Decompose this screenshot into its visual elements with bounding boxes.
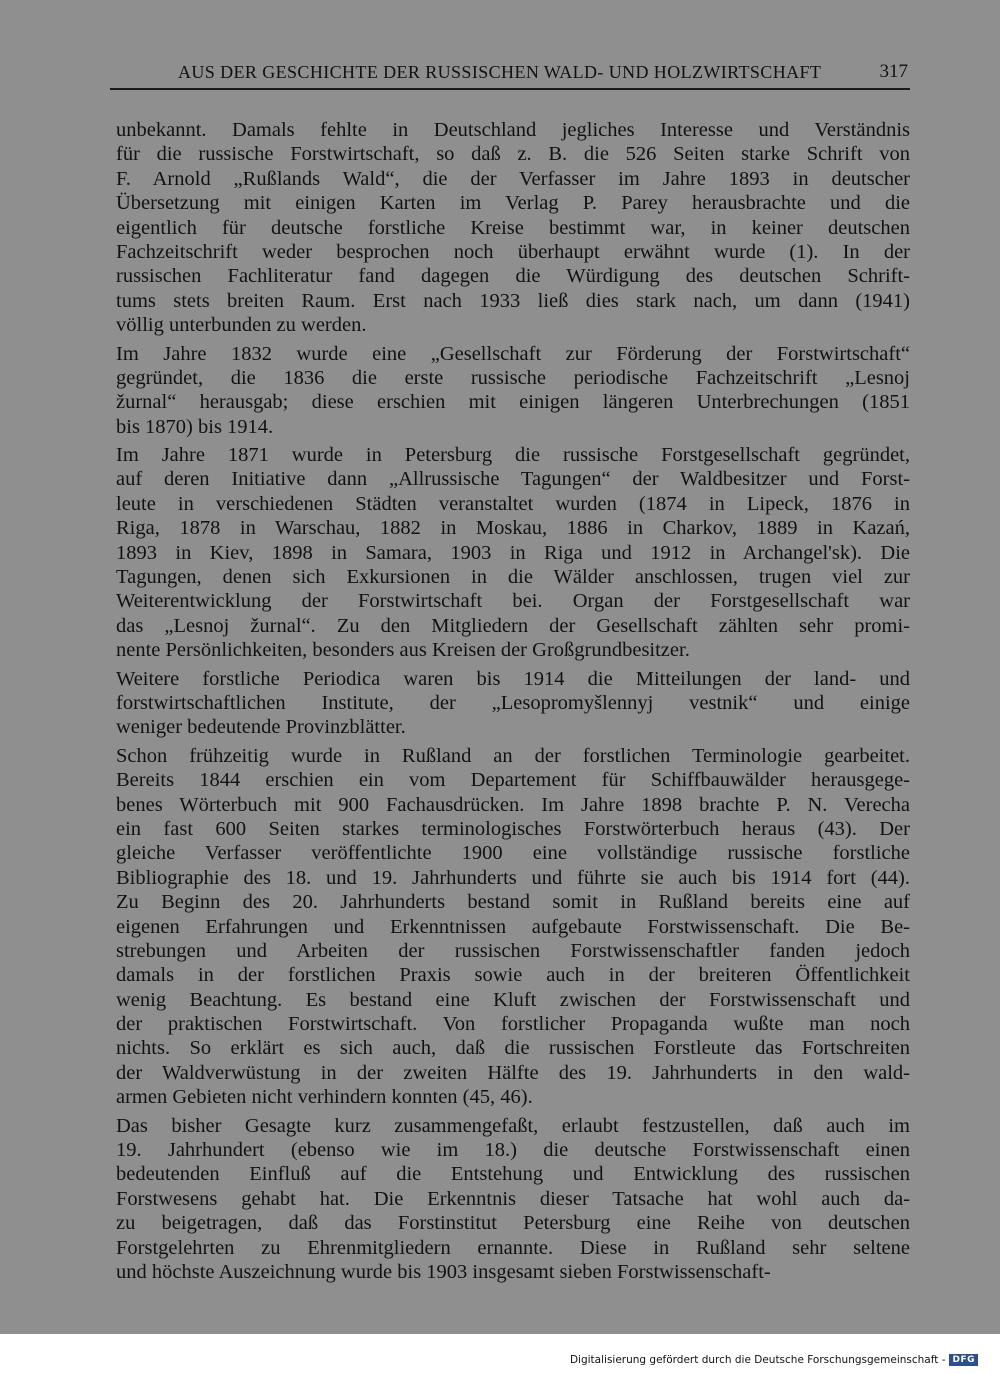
text-line: Riga, 1878 in Warschau, 1882 in Moskau, 1886 in Charkov, 1889 in Kazań,	[116, 517, 910, 540]
body-text	[116, 118, 910, 1284]
text-line: wenig Beachtung. Es bestand eine Kluft zwischen der Forstwissenschaft und	[116, 988, 910, 1011]
text-line: F. Arnold „Rußlands Wald“, die der Verfasser im Jahre 1893 in deutscher	[116, 167, 910, 190]
text-line: zu beigetragen, daß das Forstinstitut Petersburg eine Reihe von deutschen	[116, 1212, 910, 1235]
text-line: Forstwesens gehabt hat. Die Erkenntnis dieser Tatsache hat wohl auch da-	[116, 1187, 910, 1210]
text-line: nichts. So erklärt es sich auch, daß die russischen Forstleute das Fortschreiten	[116, 1037, 910, 1060]
text-line: ein fast 600 Seiten starkes terminologisches Forstwörterbuch heraus (43). Der	[116, 817, 910, 840]
text-line: Fachzeitschrift weder besprochen noch überhaupt erwähnt wurde (1). In der	[116, 240, 910, 263]
text-line: auf deren Initiative dann „Allrussische Tagungen“ der Waldbesitzer und Forst-	[116, 468, 910, 491]
text-line: 19. Jahrhundert (ebenso wie im 18.) die deutsche Forstwissenschaft einen	[116, 1139, 910, 1162]
text-line: Weitere forstliche Periodica waren bis 1914 die Mitteilungen der land- und	[116, 667, 910, 690]
text-line: der Waldverwüstung in der zweiten Hälfte des 19. Jahrhunderts in den wald-	[116, 1061, 910, 1084]
paragraph	[116, 118, 910, 338]
text-line: Übersetzung mit einigen Karten im Verlag P. Parey herausbrachte und die	[116, 192, 910, 215]
text-line: gleiche Verfasser veröffentlichte 1900 eine vollständige russische forstliche	[116, 842, 910, 865]
text-line: žurnal“ herausgab; diese erschien mit einigen längeren Unterbrechungen (1851	[116, 391, 910, 414]
text-line: Bibliographie des 18. und 19. Jahrhunderts und führte sie auch bis 1914 fort (44).	[116, 866, 910, 889]
paragraph	[116, 744, 910, 1110]
text-line: Weiterentwicklung der Forstwirtschaft bei. Organ der Forstgesellschaft war	[116, 590, 910, 613]
text-line: Forstgelehrten zu Ehrenmitgliedern ernannte. Diese in Rußland sehr seltene	[116, 1236, 910, 1259]
text-line: armen Gebieten nicht verhindern konnten (45, 46).	[116, 1086, 533, 1109]
text-line: völlig unterbunden zu werden.	[116, 314, 367, 337]
running-header	[110, 60, 910, 90]
text-line: für die russische Forstwirtschaft, so daß z. B. die 526 Seiten starke Schrift von	[116, 143, 910, 166]
text-line: bis 1870) bis 1914.	[116, 415, 274, 438]
paragraph	[116, 342, 910, 440]
text-line: Im Jahre 1871 wurde in Petersburg die russische Forstgesellschaft gegründet,	[116, 444, 910, 467]
paragraph	[116, 443, 910, 663]
text-line: unbekannt. Damals fehlte in Deutschland jegliches Interesse und Verständnis	[116, 119, 910, 141]
text-line: eigentlich für deutsche forstliche Kreise bestimmt war, in keiner deutschen	[116, 216, 910, 239]
text-line: Bereits 1844 erschien ein vom Departement für Schiffbauwälder herausgege-	[116, 769, 910, 792]
text-line: gegründet, die 1836 die erste russische periodische Fachzeitschrift „Lesnoj	[116, 366, 910, 389]
text-line: Zu Beginn des 20. Jahrhunderts bestand somit in Rußland bereits eine auf	[116, 891, 910, 914]
text-line: Das bisher Gesagte kurz zusammengefaßt, erlaubt festzustellen, daß auch im	[116, 1114, 910, 1137]
text-line: und höchste Auszeichnung wurde bis 1903 insgesamt sieben Forstwissenschaft-	[116, 1260, 771, 1283]
text-line: Im Jahre 1832 wurde eine „Gesellschaft zur Förderung der Forstwirtschaft“	[116, 342, 910, 365]
running-title: AUS DER GESCHICHTE DER RUSSISCHEN WALD- UND HOLZWIRTSCHAFT	[178, 62, 822, 82]
text-line: tums stets breiten Raum. Erst nach 1933 ließ dies stark nach, um dann (1941)	[116, 289, 910, 312]
text-line: Tagungen, denen sich Exkursionen in die Wälder anschlossen, trugen viel zur	[116, 566, 910, 589]
paragraph	[116, 667, 910, 740]
dfg-logo: DFG	[949, 1354, 978, 1366]
text-line: der praktischen Forstwirtschaft. Von forstlicher Propaganda wußte man noch	[116, 1013, 910, 1036]
page-number: 317	[879, 61, 908, 82]
text-line: Schon frühzeitig wurde in Rußland an der forstlichen Terminologie gearbeitet.	[116, 744, 910, 767]
text-line: strebungen und Arbeiten der russischen Forstwissenschaftler fanden jedoch	[116, 939, 910, 962]
text-line: damals in der forstlichen Praxis sowie auch in der breiteren Öffentlichkeit	[116, 964, 910, 987]
text-line: 1893 in Kiev, 1898 in Samara, 1903 in Riga und 1912 in Archangel'sk). Die	[116, 541, 910, 564]
paragraph	[116, 1114, 910, 1285]
text-line: weniger bedeutende Provinzblätter.	[116, 716, 406, 739]
text-line: eigenen Erfahrungen und Erkenntnissen aufgebaute Forstwissenschaft. Die Be-	[116, 915, 910, 938]
text-line: nente Persönlichkeiten, besonders aus Kreisen der Großgrundbesitzer.	[116, 639, 690, 662]
text-line: bedeutenden Einfluß auf die Entstehung und Entwicklung des russischen	[116, 1163, 910, 1186]
credit-text: Digitalisierung gefördert durch die Deutsche Forschungsgemeinschaft -	[569, 1354, 946, 1366]
text-line: das „Lesnoj žurnal“. Zu den Mitgliedern der Gesellschaft zählten sehr promi-	[116, 614, 910, 637]
text-line: benes Wörterbuch mit 900 Fachausdrücken. Im Jahre 1898 brachte P. N. Verecha	[116, 793, 910, 816]
digitization-credit	[570, 1354, 978, 1366]
text-line: leute in verschiedenen Städten veranstaltet wurden (1874 in Lipeck, 1876 in	[116, 492, 910, 515]
text-line: forstwirtschaftlichen Institute, der „Lesopromyšlennyj vestnik“ und einige	[116, 691, 910, 714]
text-line: russischen Fachliteratur fand dagegen die Würdigung des deutschen Schrift-	[116, 265, 910, 288]
